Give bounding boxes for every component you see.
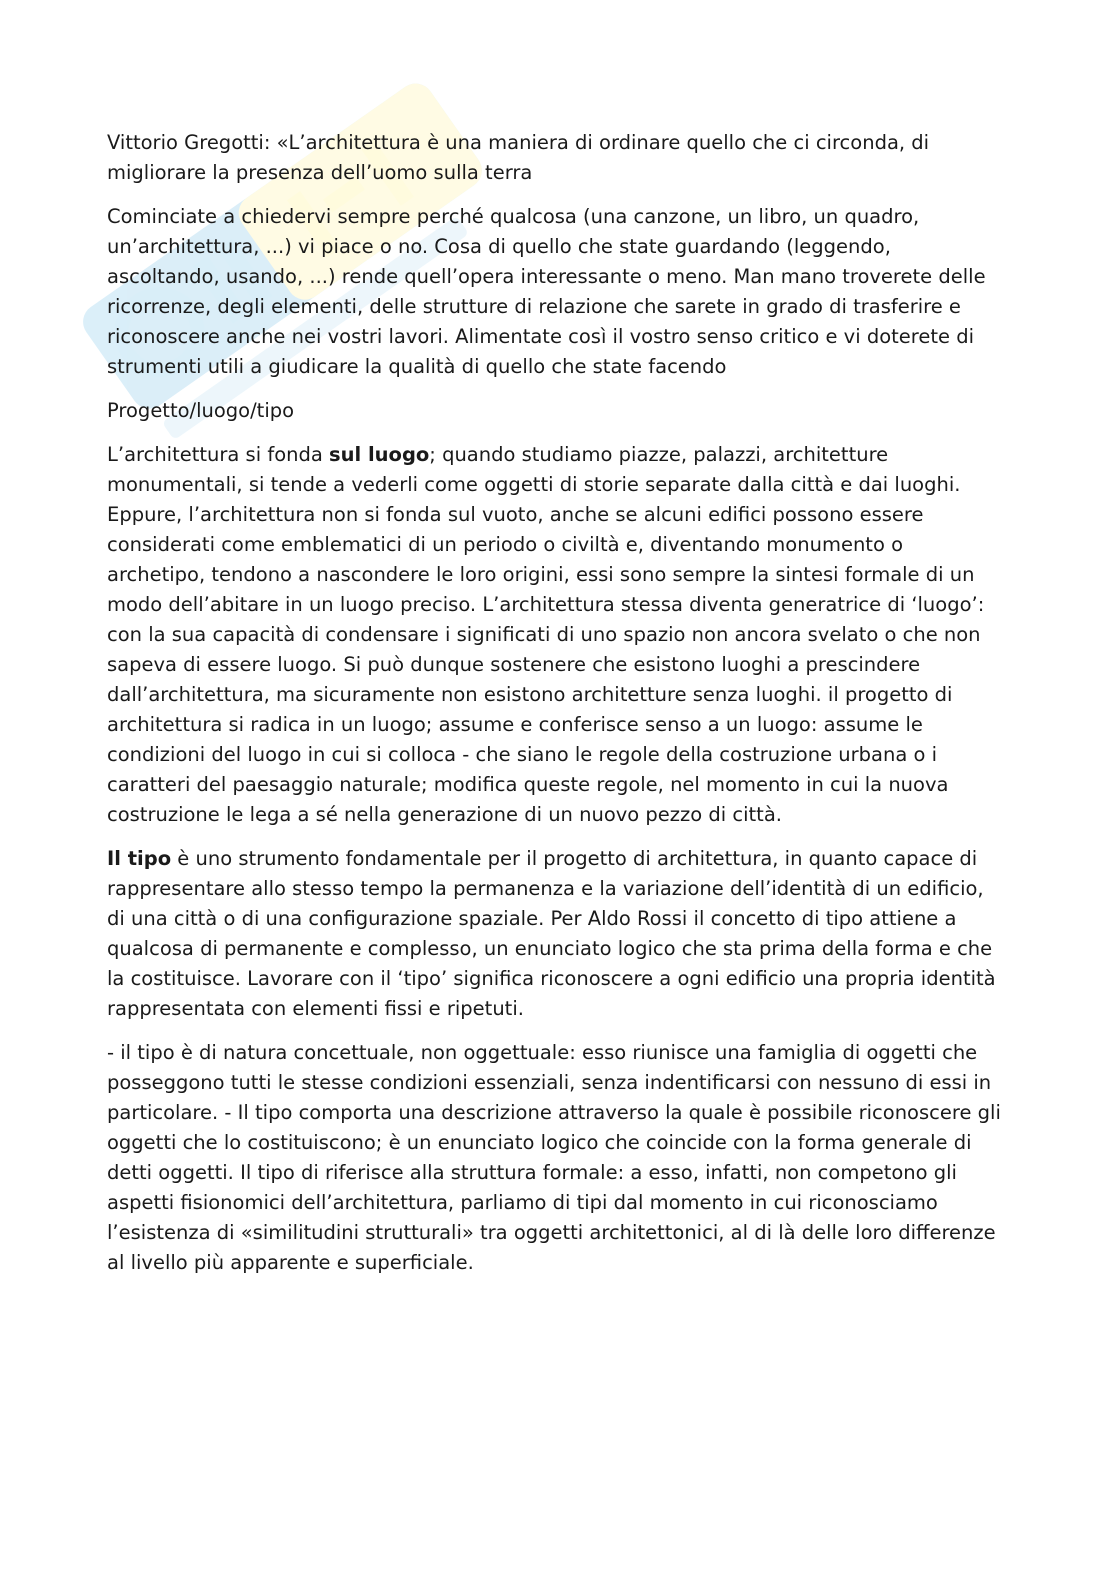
paragraph-tipo-bold-term: Il tipo [107, 847, 172, 870]
paragraph-luogo-text-start: L’architettura si fonda [107, 443, 330, 466]
document-body [107, 128, 1007, 1292]
paragraph-tipo-concettuale: - il tipo è di natura concettuale, non oggettuale: esso riunisce una famiglia di oggetti che posseggono tutti le stesse condizioni essenziali, senza indentificarsi con nessuno di essi in particolare. - Il tipo comporta una descrizione attraverso la quale è possibile riconoscere gli oggetti che lo costituiscono; è un enunciato logico che coincide con la forma generale di detti oggetti. Il tipo di riferisce alla struttura formale: a esso, infatti, non competono gli aspetti fisionomici dell’architettura, parliamo di tipi dal momento in cui riconosciamo l’esistenza di «similitudini strutturali» tra oggetti architettonici, al di là delle loro differenze al livello più apparente e superficiale. [107, 1041, 1001, 1274]
section-heading-progetto-luogo-tipo: Progetto/luogo/tipo [107, 399, 295, 422]
paragraph-tipo-text-rest: è uno strumento fondamentale per il progetto di architettura, in quanto capace di rappresentare allo stesso tempo la permanenza e la variazione dell’identità di un edificio, di una città o di una configurazione spaziale. Per Aldo Rossi il concetto di tipo attiene a qualcosa di permanente e complesso, un enunciato logico che sta prima della forma e che la costituisce. Lavorare con il ‘tipo’ significa riconoscere a ogni edificio una propria identità rappresentata con elementi fissi e ripetuti. [107, 847, 996, 1020]
paragraph-tipo [107, 844, 1007, 1024]
paragraph-luogo-bold-term: sul luogo [329, 443, 430, 466]
paragraph-luogo [107, 440, 1007, 830]
paragraph-gregotti-quote: Vittorio Gregotti: «L’architettura è una maniera di ordinare quello che ci circonda, di migliorare la presenza dell’uomo sulla terra [107, 131, 930, 184]
paragraph-critical-sense: Cominciate a chiedervi sempre perché qualcosa (una canzone, un libro, un quadro, un’architettura, ...) vi piace o no. Cosa di quello che state guardando (leggendo, ascoltando, usando, ...) rende quell’opera interessante o meno. Man mano troverete delle ricorrenze, degli elementi, delle strutture di relazione che sarete in grado di trasferire e riconoscere anche nei vostri lavori. Alimentate così il vostro senso critico e vi doterete di strumenti utili a giudicare la qualità di quello che state facendo [107, 205, 986, 378]
paragraph-luogo-text-rest: ; quando studiamo piazze, palazzi, architetture monumentali, si tende a vederli come oggetti di storie separate dalla città e dai luoghi. Eppure, l’architettura non si fonda sul vuoto, anche se alcuni edifici possono essere considerati come emblematici di un periodo o civiltà e, diventando monumento o archetipo, tendono a nascondere le loro origini, essi sono sempre la sintesi formale di un modo dell’abitare in un luogo preciso. L’architettura stessa diventa generatrice di ‘luogo’: con la sua capacità di condensare i significati di uno spazio non ancora svelato o che non sapeva di essere luogo. Si può dunque sostenere che esistono luoghi a prescindere dall’architettura, ma sicuramente non esistono architetture senza luoghi. il progetto di architettura si radica in un luogo; assume e conferisce senso a un luogo: assume le condizioni del luogo in cui si colloca - che siano le regole della costruzione urbana o i caratteri del paesaggio naturale; modifica queste regole, nel momento in cui la nuova costruzione le lega a sé nella generazione di un nuovo pezzo di città. [107, 443, 985, 826]
